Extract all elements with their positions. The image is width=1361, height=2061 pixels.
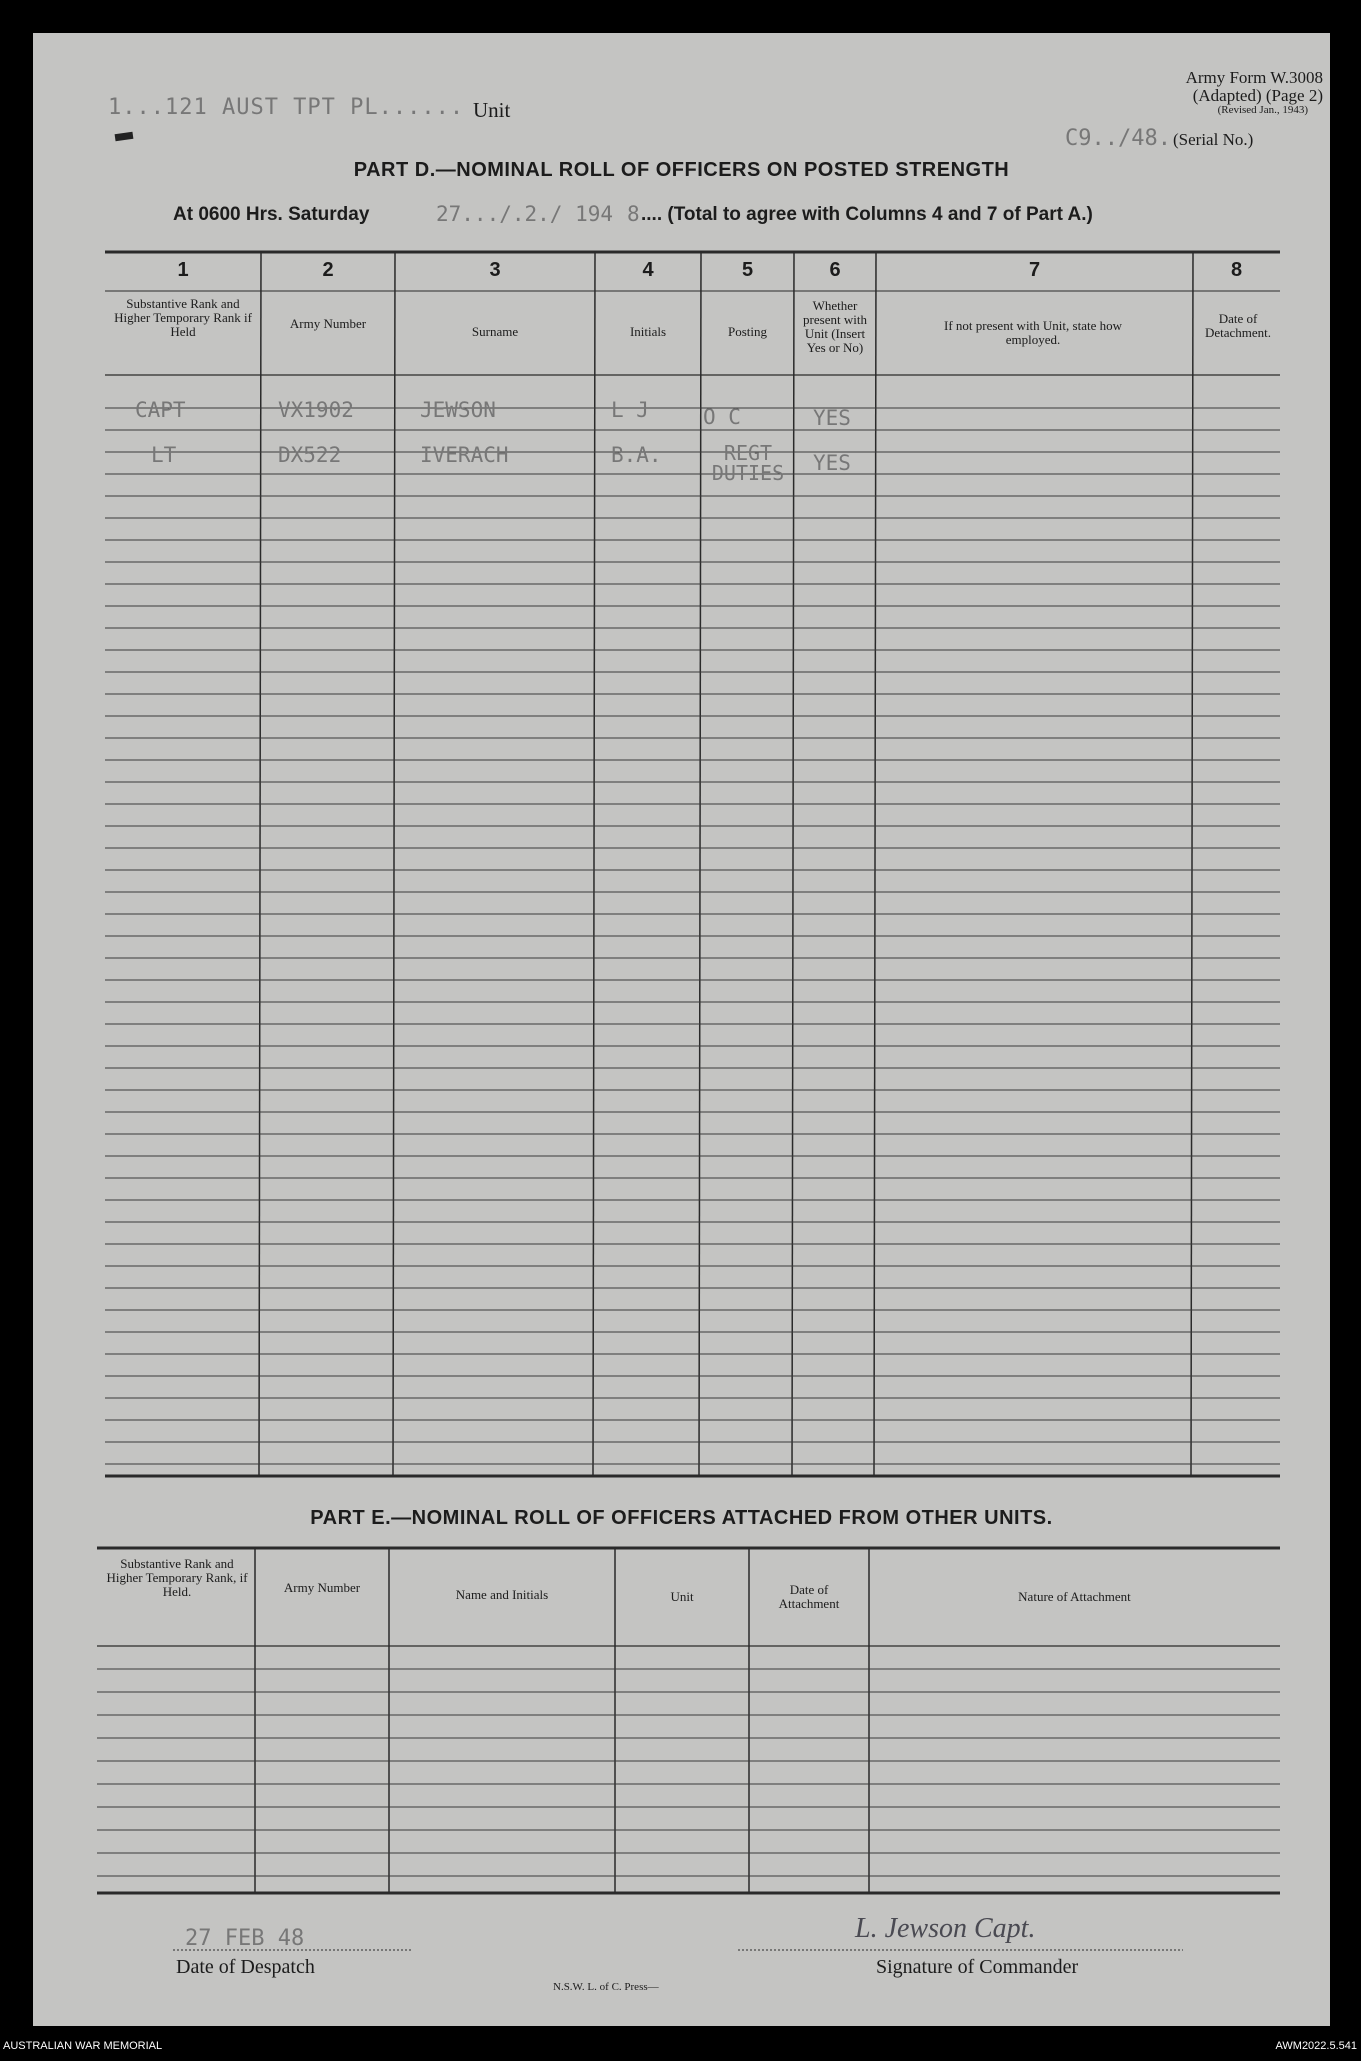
row-2-initials: B.A. [611, 443, 662, 467]
part-e-col-unit-label: Unit [670, 1589, 694, 1604]
serial-label: (Serial No.) [1173, 130, 1254, 149]
row-2-army-number: DX522 [278, 443, 342, 467]
archive-footer [0, 2026, 1361, 2061]
row-1-rank: CAPT [135, 398, 186, 422]
col-5-number: 5 [741, 259, 754, 281]
col-2-label: Army Number [289, 316, 367, 331]
col-4-label: Initials [629, 324, 667, 339]
form-id: Army Form W.3008 [1185, 68, 1323, 87]
row-1-present: YES [813, 406, 851, 430]
row-1-army-number: VX1902 [278, 398, 354, 422]
press-imprint: N.S.W. L. of C. Press— [553, 1981, 659, 1993]
col-3-label: Surname [471, 324, 519, 339]
col-6-number: 6 [829, 259, 841, 281]
col-7-number: 7 [1028, 259, 1041, 281]
part-d-at-label: At 0600 Hrs. Saturday [173, 204, 370, 225]
col-7-label: If not present with Unit, state how employed. [944, 318, 1122, 347]
unit-value: 1...121 AUST TPT PL...... [108, 95, 465, 120]
col-8-number: 8 [1230, 259, 1243, 281]
form-sheet [33, 33, 1330, 2026]
row-1-posting: O C [703, 405, 741, 429]
row-1-initials: L J [611, 398, 649, 422]
row-2-present: YES [813, 451, 851, 475]
signature-label: Signature of Commander [876, 1956, 1079, 1978]
col-4-number: 4 [642, 259, 654, 281]
col-5-label: Posting [727, 324, 767, 339]
part-e-col-name-label: Name and Initials [455, 1587, 549, 1602]
part-d-title: PART D.—NOMINAL ROLL OF OFFICERS ON POSTED STRENGTH [353, 159, 1010, 181]
row-2-surname: IVERACH [420, 443, 509, 467]
col-2-number: 2 [322, 259, 334, 281]
serial-value: C9../48. [1065, 126, 1171, 151]
commander-signature: L. Jewson Capt. [855, 1913, 1036, 1944]
part-e-col-date-label: Date of Attachment [778, 1582, 840, 1611]
form-adapted: (Adapted) (Page 2) [1192, 86, 1323, 105]
despatch-date-value: 27 FEB 48 [185, 1926, 305, 1951]
col-1-label: Substantive Rank and Higher Temporary Rank if Held [114, 296, 252, 339]
part-d-total-note: .... (Total to agree with Columns 4 and 7 of Part A.) [641, 204, 1093, 225]
part-e-col-nature-label: Nature of Attachment [1018, 1589, 1131, 1604]
col-1-number: 1 [177, 259, 189, 281]
row-2-posting: REGT DUTIES [711, 441, 785, 485]
form-revised: (Revised Jan., 1943) [1217, 104, 1308, 116]
part-e-title: PART E.—NOMINAL ROLL OF OFFICERS ATTACHED FROM OTHER UNITS. [310, 1507, 1053, 1529]
part-d-year-digit: 8 [627, 202, 640, 226]
footer-left-text: AUSTRALIAN WAR MEMORIAL [3, 2040, 163, 2052]
unit-label: Unit [473, 98, 511, 122]
despatch-date-label: Date of Despatch [176, 1956, 315, 1978]
footer-right-text: AWM2022.5.541 [1275, 2040, 1357, 2052]
part-e-col-rank-label: Substantive Rank and Higher Temporary Rank, if Held. [106, 1556, 248, 1599]
col-3-number: 3 [489, 259, 501, 281]
row-2-rank: LT [151, 443, 177, 467]
part-e-col-army-number-label: Army Number [283, 1580, 361, 1595]
part-d-date: 27.../.2./ 194 [436, 202, 614, 226]
col-6-label: Whether present with Unit (Insert Yes or No) [803, 298, 867, 355]
col-8-label: Date of Detachment. [1204, 311, 1272, 340]
row-1-surname: JEWSON [420, 398, 496, 422]
